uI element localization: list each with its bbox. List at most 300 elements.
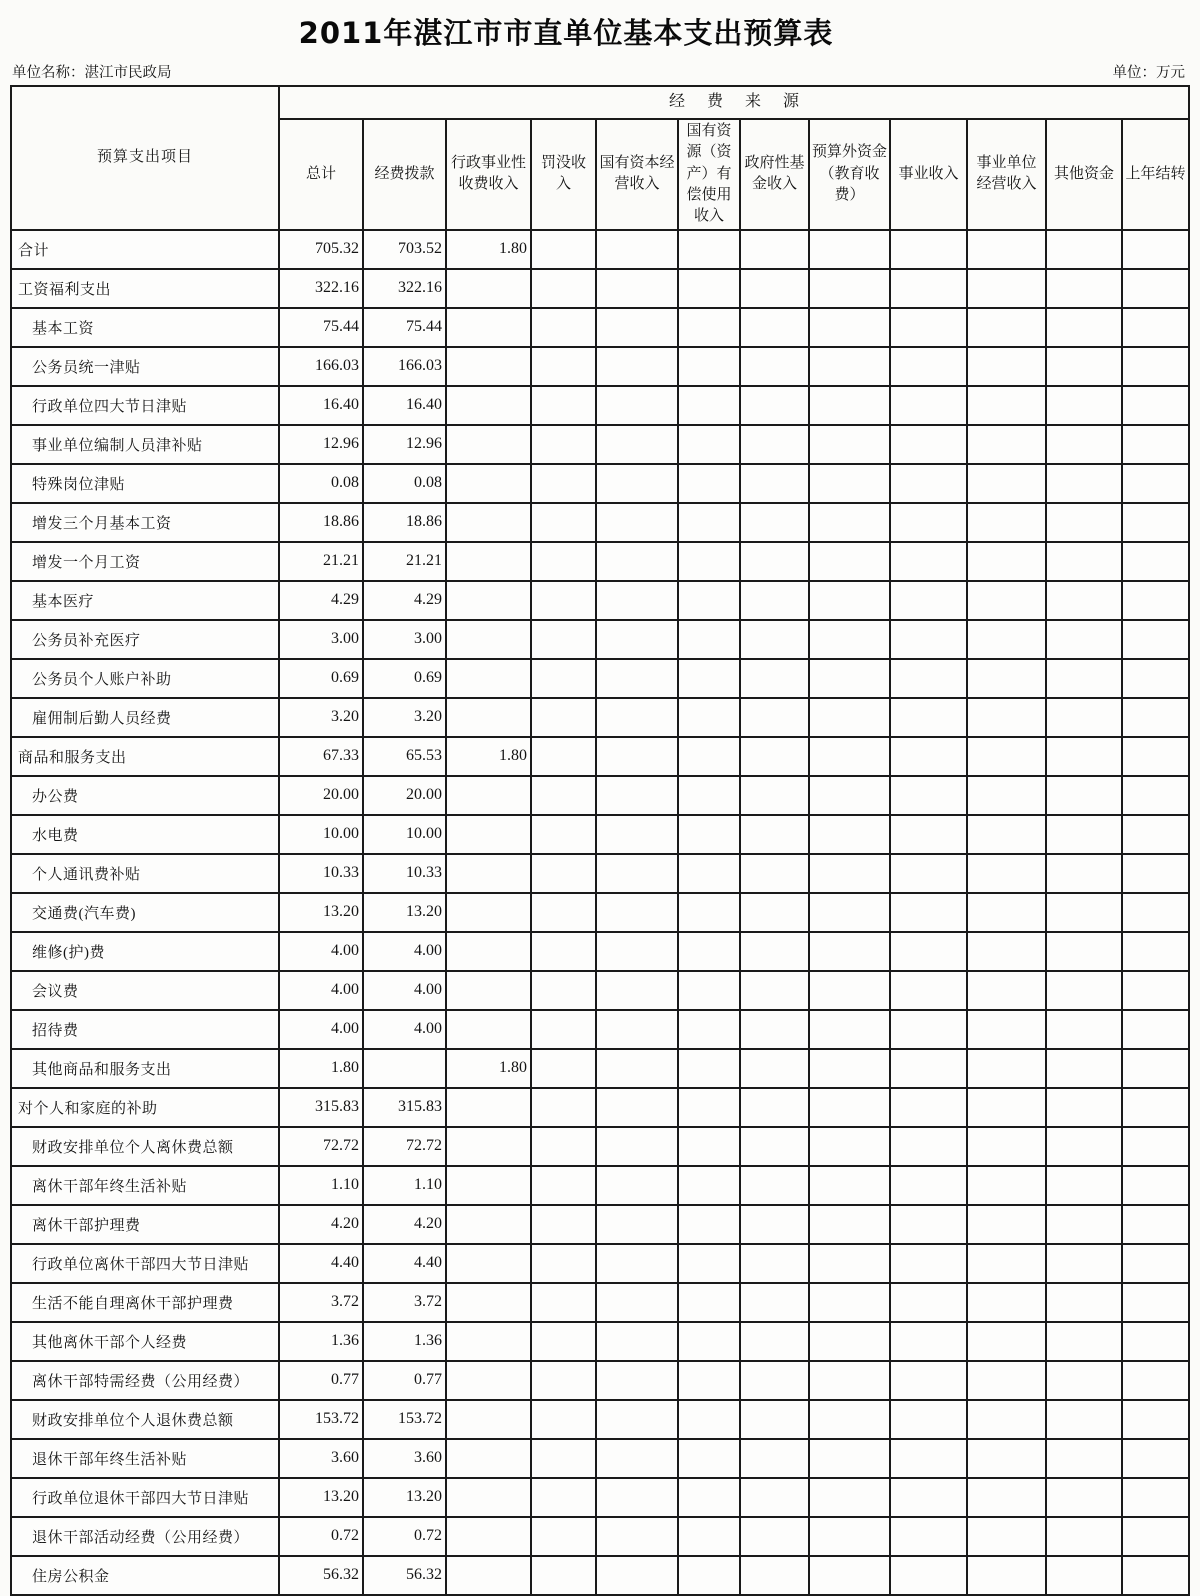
value-cell: 10.00 xyxy=(279,815,363,854)
value-cell xyxy=(1046,542,1122,581)
value-cell: 1.36 xyxy=(363,1322,446,1361)
item-cell: 事业单位编制人员津补贴 xyxy=(11,425,279,464)
value-cell xyxy=(1122,542,1189,581)
value-cell xyxy=(890,1556,967,1595)
value-cell xyxy=(446,1361,531,1400)
value-cell xyxy=(740,854,809,893)
value-cell xyxy=(967,1322,1046,1361)
value-cell xyxy=(446,1205,531,1244)
value-cell xyxy=(740,815,809,854)
value-cell xyxy=(890,503,967,542)
value-cell xyxy=(531,1205,596,1244)
value-cell xyxy=(678,503,740,542)
value-cell: 4.00 xyxy=(279,971,363,1010)
value-cell xyxy=(1046,932,1122,971)
value-cell xyxy=(678,1244,740,1283)
value-cell xyxy=(446,308,531,347)
column-header: 罚没收入 xyxy=(531,119,596,230)
item-cell: 行政单位离休干部四大节日津贴 xyxy=(11,1244,279,1283)
unit-measure-label: 单位：万元 xyxy=(1112,65,1185,81)
item-cell: 公务员补充医疗 xyxy=(11,620,279,659)
value-cell xyxy=(967,503,1046,542)
value-cell xyxy=(740,1049,809,1088)
value-cell xyxy=(1046,1361,1122,1400)
value-cell xyxy=(1122,1556,1189,1595)
value-cell: 4.29 xyxy=(363,581,446,620)
value-cell xyxy=(531,503,596,542)
value-cell xyxy=(446,854,531,893)
value-cell xyxy=(1046,1166,1122,1205)
value-cell xyxy=(596,347,678,386)
value-cell: 72.72 xyxy=(279,1127,363,1166)
value-cell: 10.33 xyxy=(279,854,363,893)
value-cell xyxy=(678,1478,740,1517)
value-cell xyxy=(596,230,678,269)
value-cell xyxy=(678,425,740,464)
value-cell xyxy=(890,620,967,659)
value-cell xyxy=(740,425,809,464)
value-cell xyxy=(678,386,740,425)
value-cell xyxy=(967,854,1046,893)
value-cell xyxy=(531,1088,596,1127)
value-cell xyxy=(531,776,596,815)
value-cell xyxy=(446,542,531,581)
value-cell: 1.10 xyxy=(279,1166,363,1205)
value-cell xyxy=(809,698,890,737)
item-cell: 行政单位退休干部四大节日津贴 xyxy=(11,1478,279,1517)
value-cell xyxy=(967,269,1046,308)
value-cell xyxy=(678,854,740,893)
value-cell xyxy=(678,1166,740,1205)
value-cell xyxy=(531,1361,596,1400)
value-cell: 0.08 xyxy=(363,464,446,503)
value-cell xyxy=(1046,1088,1122,1127)
value-cell xyxy=(1122,1478,1189,1517)
item-cell: 退休干部年终生活补贴 xyxy=(11,1439,279,1478)
value-cell xyxy=(890,1400,967,1439)
value-cell xyxy=(446,1166,531,1205)
value-cell xyxy=(596,1517,678,1556)
value-cell xyxy=(678,893,740,932)
value-cell xyxy=(967,776,1046,815)
value-cell: 12.96 xyxy=(279,425,363,464)
item-cell: 工资福利支出 xyxy=(11,269,279,308)
value-cell: 21.21 xyxy=(279,542,363,581)
value-cell xyxy=(1122,932,1189,971)
table-row xyxy=(11,737,1189,776)
table-row xyxy=(11,1166,1189,1205)
table-row xyxy=(11,776,1189,815)
value-cell xyxy=(890,1088,967,1127)
value-cell xyxy=(1046,425,1122,464)
value-cell: 4.29 xyxy=(279,581,363,620)
value-cell: 3.72 xyxy=(279,1283,363,1322)
value-cell xyxy=(531,1244,596,1283)
value-cell xyxy=(596,386,678,425)
value-cell: 1.80 xyxy=(446,737,531,776)
value-cell xyxy=(531,308,596,347)
value-cell xyxy=(967,1244,1046,1283)
value-cell xyxy=(967,1088,1046,1127)
value-cell xyxy=(1046,581,1122,620)
item-cell: 合计 xyxy=(11,230,279,269)
value-cell: 3.00 xyxy=(363,620,446,659)
item-cell: 公务员个人账户补助 xyxy=(11,659,279,698)
value-cell xyxy=(1122,1088,1189,1127)
value-cell xyxy=(967,1283,1046,1322)
value-cell xyxy=(678,932,740,971)
value-cell xyxy=(890,698,967,737)
value-cell xyxy=(531,1322,596,1361)
value-cell xyxy=(967,347,1046,386)
value-cell xyxy=(1122,1127,1189,1166)
table-row xyxy=(11,1322,1189,1361)
value-cell xyxy=(596,425,678,464)
value-cell: 3.60 xyxy=(279,1439,363,1478)
value-cell xyxy=(1122,1322,1189,1361)
value-cell xyxy=(446,503,531,542)
value-cell xyxy=(1122,971,1189,1010)
value-cell xyxy=(967,932,1046,971)
value-cell xyxy=(890,1361,967,1400)
value-cell: 322.16 xyxy=(363,269,446,308)
value-cell xyxy=(890,1010,967,1049)
value-cell xyxy=(596,659,678,698)
value-cell xyxy=(446,425,531,464)
value-cell xyxy=(1122,854,1189,893)
value-cell xyxy=(531,1517,596,1556)
value-cell xyxy=(678,1127,740,1166)
value-cell xyxy=(740,542,809,581)
value-cell xyxy=(596,815,678,854)
value-cell xyxy=(967,1439,1046,1478)
value-cell: 10.00 xyxy=(363,815,446,854)
value-cell xyxy=(809,1205,890,1244)
value-cell xyxy=(809,854,890,893)
value-cell xyxy=(809,1088,890,1127)
value-cell: 18.86 xyxy=(363,503,446,542)
value-cell xyxy=(678,1049,740,1088)
value-cell xyxy=(446,1478,531,1517)
table-row xyxy=(11,347,1189,386)
value-cell xyxy=(1046,776,1122,815)
value-cell xyxy=(678,230,740,269)
value-cell: 67.33 xyxy=(279,737,363,776)
value-cell xyxy=(1046,1439,1122,1478)
table-row xyxy=(11,1205,1189,1244)
value-cell xyxy=(809,386,890,425)
value-cell xyxy=(678,1400,740,1439)
value-cell xyxy=(446,347,531,386)
value-cell: 18.86 xyxy=(279,503,363,542)
value-cell xyxy=(678,1322,740,1361)
value-cell xyxy=(740,1400,809,1439)
value-cell xyxy=(596,737,678,776)
value-cell xyxy=(596,1361,678,1400)
item-cell: 交通费(汽车费) xyxy=(11,893,279,932)
table-row xyxy=(11,581,1189,620)
value-cell xyxy=(531,1010,596,1049)
value-cell: 12.96 xyxy=(363,425,446,464)
table-row xyxy=(11,1088,1189,1127)
item-cell: 离休干部特需经费（公用经费） xyxy=(11,1361,279,1400)
value-cell: 4.00 xyxy=(363,971,446,1010)
value-cell xyxy=(740,347,809,386)
value-cell xyxy=(890,932,967,971)
table-row xyxy=(11,932,1189,971)
unit-name-label: 单位名称：湛江市民政局 xyxy=(12,65,172,81)
value-cell: 13.20 xyxy=(279,893,363,932)
value-cell: 13.20 xyxy=(279,1478,363,1517)
item-cell: 维修(护)费 xyxy=(11,932,279,971)
value-cell xyxy=(809,1127,890,1166)
value-cell: 166.03 xyxy=(363,347,446,386)
value-cell xyxy=(1046,1322,1122,1361)
value-cell xyxy=(678,815,740,854)
item-cell: 会议费 xyxy=(11,971,279,1010)
value-cell xyxy=(596,1205,678,1244)
value-cell: 75.44 xyxy=(279,308,363,347)
table-row xyxy=(11,230,1189,269)
value-cell xyxy=(740,620,809,659)
value-cell: 1.10 xyxy=(363,1166,446,1205)
value-cell xyxy=(363,1049,446,1088)
value-cell xyxy=(967,1205,1046,1244)
value-cell xyxy=(596,620,678,659)
value-cell xyxy=(1046,815,1122,854)
item-cell: 招待费 xyxy=(11,1010,279,1049)
value-cell xyxy=(809,659,890,698)
value-cell xyxy=(967,620,1046,659)
value-cell: 3.00 xyxy=(279,620,363,659)
value-cell xyxy=(446,1439,531,1478)
value-cell xyxy=(531,347,596,386)
column-header: 国有资本经营收入 xyxy=(596,119,678,230)
value-cell xyxy=(1122,1439,1189,1478)
value-cell xyxy=(1122,1361,1189,1400)
value-cell: 1.36 xyxy=(279,1322,363,1361)
item-cell: 水电费 xyxy=(11,815,279,854)
value-cell xyxy=(967,1517,1046,1556)
value-cell xyxy=(596,1400,678,1439)
value-cell xyxy=(1122,620,1189,659)
value-cell xyxy=(446,932,531,971)
value-cell xyxy=(531,620,596,659)
table-row xyxy=(11,698,1189,737)
value-cell: 3.20 xyxy=(279,698,363,737)
value-cell xyxy=(446,1517,531,1556)
value-cell xyxy=(446,1010,531,1049)
value-cell xyxy=(740,1244,809,1283)
value-cell xyxy=(1122,581,1189,620)
table-row xyxy=(11,971,1189,1010)
value-cell xyxy=(740,308,809,347)
value-cell: 3.60 xyxy=(363,1439,446,1478)
value-cell xyxy=(890,308,967,347)
column-header: 预算外资金（教育收费） xyxy=(809,119,890,230)
value-cell xyxy=(596,893,678,932)
table-row xyxy=(11,815,1189,854)
value-cell xyxy=(446,386,531,425)
value-cell xyxy=(678,269,740,308)
value-cell xyxy=(1046,659,1122,698)
table-row xyxy=(11,620,1189,659)
value-cell xyxy=(446,1556,531,1595)
value-cell: 0.69 xyxy=(279,659,363,698)
value-cell: 1.80 xyxy=(446,1049,531,1088)
value-cell xyxy=(809,1361,890,1400)
value-cell xyxy=(740,464,809,503)
item-cell: 对个人和家庭的补助 xyxy=(11,1088,279,1127)
value-cell xyxy=(531,269,596,308)
item-cell: 商品和服务支出 xyxy=(11,737,279,776)
value-cell xyxy=(809,1478,890,1517)
value-cell xyxy=(446,1127,531,1166)
value-cell xyxy=(809,425,890,464)
value-cell xyxy=(678,659,740,698)
table-row xyxy=(11,1283,1189,1322)
value-cell xyxy=(809,620,890,659)
value-cell xyxy=(809,269,890,308)
value-cell xyxy=(967,698,1046,737)
value-cell xyxy=(596,1478,678,1517)
value-cell xyxy=(531,893,596,932)
value-cell xyxy=(1046,1517,1122,1556)
table-row xyxy=(11,1478,1189,1517)
item-cell: 住房公积金 xyxy=(11,1556,279,1595)
value-cell xyxy=(740,269,809,308)
value-cell: 3.20 xyxy=(363,698,446,737)
value-cell xyxy=(967,386,1046,425)
value-cell xyxy=(446,776,531,815)
value-cell xyxy=(446,1283,531,1322)
value-cell: 20.00 xyxy=(363,776,446,815)
value-cell: 4.40 xyxy=(363,1244,446,1283)
value-cell: 10.33 xyxy=(363,854,446,893)
value-cell xyxy=(890,1205,967,1244)
value-cell xyxy=(809,308,890,347)
value-cell xyxy=(740,386,809,425)
item-cell: 办公费 xyxy=(11,776,279,815)
value-cell xyxy=(446,1322,531,1361)
value-cell xyxy=(890,854,967,893)
value-cell xyxy=(596,698,678,737)
value-cell xyxy=(596,1556,678,1595)
table-row xyxy=(11,854,1189,893)
table-row xyxy=(11,503,1189,542)
value-cell xyxy=(740,1166,809,1205)
value-cell xyxy=(967,1400,1046,1439)
value-cell xyxy=(890,1322,967,1361)
value-cell xyxy=(1122,308,1189,347)
value-cell xyxy=(596,1010,678,1049)
value-cell xyxy=(740,1283,809,1322)
value-cell xyxy=(446,581,531,620)
value-cell xyxy=(809,581,890,620)
value-cell xyxy=(596,1439,678,1478)
value-cell xyxy=(890,1439,967,1478)
value-cell xyxy=(890,1049,967,1088)
value-cell xyxy=(678,1361,740,1400)
table-row xyxy=(11,1010,1189,1049)
value-cell xyxy=(890,659,967,698)
value-cell xyxy=(967,308,1046,347)
value-cell xyxy=(740,503,809,542)
value-cell: 703.52 xyxy=(363,230,446,269)
value-cell xyxy=(596,1322,678,1361)
value-cell: 72.72 xyxy=(363,1127,446,1166)
value-cell xyxy=(967,230,1046,269)
value-cell xyxy=(596,464,678,503)
value-cell: 0.69 xyxy=(363,659,446,698)
value-cell xyxy=(890,1127,967,1166)
value-cell xyxy=(678,581,740,620)
value-cell xyxy=(809,1283,890,1322)
value-cell: 75.44 xyxy=(363,308,446,347)
value-cell xyxy=(890,1517,967,1556)
value-cell xyxy=(1046,1049,1122,1088)
item-cell: 财政安排单位个人退休费总额 xyxy=(11,1400,279,1439)
column-header: 上年结转 xyxy=(1122,119,1189,230)
value-cell xyxy=(596,971,678,1010)
value-cell xyxy=(531,698,596,737)
value-cell xyxy=(890,1244,967,1283)
value-cell xyxy=(967,1166,1046,1205)
value-cell xyxy=(809,503,890,542)
value-cell xyxy=(967,1127,1046,1166)
value-cell xyxy=(678,308,740,347)
value-cell xyxy=(890,776,967,815)
value-cell: 0.77 xyxy=(363,1361,446,1400)
corner-header-cell: 预算支出项目 xyxy=(11,86,279,230)
table-body xyxy=(11,230,1189,1595)
value-cell xyxy=(531,425,596,464)
value-cell xyxy=(740,581,809,620)
value-cell xyxy=(740,1010,809,1049)
value-cell xyxy=(809,230,890,269)
value-cell xyxy=(890,386,967,425)
value-cell xyxy=(1122,425,1189,464)
value-cell: 322.16 xyxy=(279,269,363,308)
value-cell xyxy=(531,542,596,581)
value-cell xyxy=(531,1400,596,1439)
value-cell xyxy=(1046,971,1122,1010)
value-cell xyxy=(596,1088,678,1127)
value-cell xyxy=(446,620,531,659)
value-cell xyxy=(1122,1205,1189,1244)
value-cell xyxy=(678,1205,740,1244)
value-cell xyxy=(967,542,1046,581)
item-cell: 财政安排单位个人离休费总额 xyxy=(11,1127,279,1166)
value-cell xyxy=(740,932,809,971)
value-cell xyxy=(678,1283,740,1322)
value-cell xyxy=(967,1361,1046,1400)
value-cell xyxy=(809,776,890,815)
budget-table xyxy=(10,85,1190,1596)
value-cell: 4.20 xyxy=(279,1205,363,1244)
value-cell xyxy=(967,893,1046,932)
value-cell: 13.20 xyxy=(363,1478,446,1517)
table-row xyxy=(11,425,1189,464)
table-row xyxy=(11,1049,1189,1088)
value-cell xyxy=(1122,698,1189,737)
value-cell xyxy=(740,1478,809,1517)
table-row xyxy=(11,308,1189,347)
value-cell xyxy=(740,1361,809,1400)
value-cell: 21.21 xyxy=(363,542,446,581)
value-cell xyxy=(740,1088,809,1127)
value-cell: 16.40 xyxy=(363,386,446,425)
